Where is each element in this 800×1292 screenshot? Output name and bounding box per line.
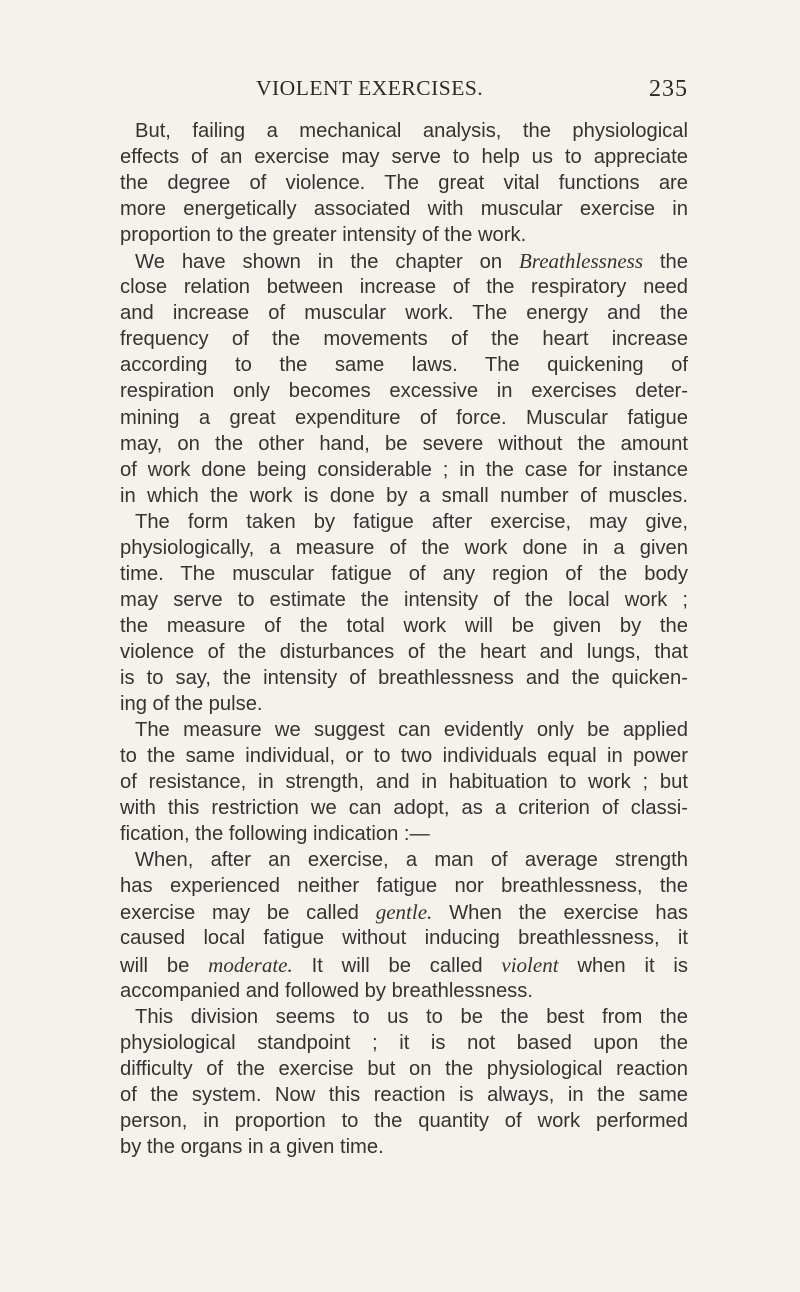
italic-term: violent xyxy=(501,952,559,977)
text-line xyxy=(120,248,688,274)
text-line: time. The muscular fatigue of any region of the body xyxy=(120,562,688,585)
text-line: may serve to estimate the intensity of the local work ; xyxy=(120,588,688,611)
text-line: close relation between increase of the respiratory need xyxy=(120,276,688,299)
text-line: violence of the disturbances of the heart and lungs, that xyxy=(120,640,688,663)
text-line xyxy=(120,952,688,978)
text-line: physiological standpoint ; it is not based upon the xyxy=(120,1031,688,1054)
text-segment: when it is xyxy=(558,954,688,977)
text-line: difficulty of the exercise but on the physiological reaction xyxy=(120,1057,688,1080)
text-line: person, in proportion to the quantity of work performed xyxy=(120,1109,688,1132)
text-line: of the system. Now this reaction is always, in the same xyxy=(120,1083,688,1106)
text-line: ing of the pulse. xyxy=(120,693,263,716)
text-line: The form taken by fatigue after exercise, may give, xyxy=(135,510,688,533)
text-line xyxy=(120,899,688,925)
text-segment: will be xyxy=(120,954,209,977)
text-line: But, failing a mechanical analysis, the physiological xyxy=(135,120,688,142)
running-title: VIOLENT EXERCISES. xyxy=(256,76,484,100)
text-line: in which the work is done by a small number of muscles. xyxy=(120,484,688,507)
text-line: with this restriction we can adopt, as a criterion of classi- xyxy=(120,797,688,820)
page-number: 235 xyxy=(649,76,688,102)
text-line: proportion to the greater intensity of the work. xyxy=(120,224,527,247)
text-line: fication, the following indication :— xyxy=(120,823,430,846)
text-line: the measure of the total work will be given by the xyxy=(120,614,688,637)
text-line: of resistance, in strength, and in habituation to work ; but xyxy=(120,771,688,794)
text-segment: When the exercise has xyxy=(432,902,688,925)
text-segment: We have shown in the chapter on xyxy=(135,251,519,274)
text-line: more energetically associated with muscular exercise in xyxy=(120,198,688,221)
text-line: respiration only becomes excessive in exercises deter- xyxy=(120,380,688,403)
text-line: effects of an exercise may serve to help us to appreciate xyxy=(120,146,688,169)
text-line: caused local fatigue without inducing breathlessness, it xyxy=(120,927,688,950)
text-line: physiologically, a measure of the work done in a given xyxy=(120,536,688,559)
text-segment: It will be called xyxy=(292,954,502,977)
italic-term: gentle. xyxy=(375,900,433,925)
text-line: mining a great expenditure of force. Muscular fatigue xyxy=(120,406,688,429)
text-line: the degree of violence. The great vital functions are xyxy=(120,172,688,195)
text-line: When, after an exercise, a man of average strength xyxy=(135,849,688,872)
body-text xyxy=(120,118,688,1160)
text-line: accompanied and followed by breathlessness. xyxy=(120,979,533,1002)
text-segment: the xyxy=(643,251,688,274)
italic-term: Breathlessness xyxy=(518,249,644,274)
text-line: according to the same laws. The quickening of xyxy=(120,354,688,377)
italic-term: moderate. xyxy=(208,952,293,977)
text-line: is to say, the intensity of breathlessness and the quicken- xyxy=(120,666,688,689)
text-line: has experienced neither fatigue nor breathlessness, the xyxy=(120,875,688,898)
text-line: The measure we suggest can evidently only be applied xyxy=(135,719,688,742)
text-line: This division seems to us to be the best from the xyxy=(135,1005,688,1028)
text-line: and increase of muscular work. The energy and the xyxy=(120,302,688,325)
text-line: of work done being considerable ; in the case for instance xyxy=(120,458,688,481)
running-head xyxy=(120,76,688,108)
text-line: frequency of the movements of the heart increase xyxy=(120,328,688,351)
text-segment: exercise may be called xyxy=(120,902,376,925)
text-line: may, on the other hand, be severe without the amount xyxy=(120,432,688,455)
text-line: by the organs in a given time. xyxy=(120,1135,384,1158)
text-line: to the same individual, or to two individuals equal in power xyxy=(120,745,688,768)
